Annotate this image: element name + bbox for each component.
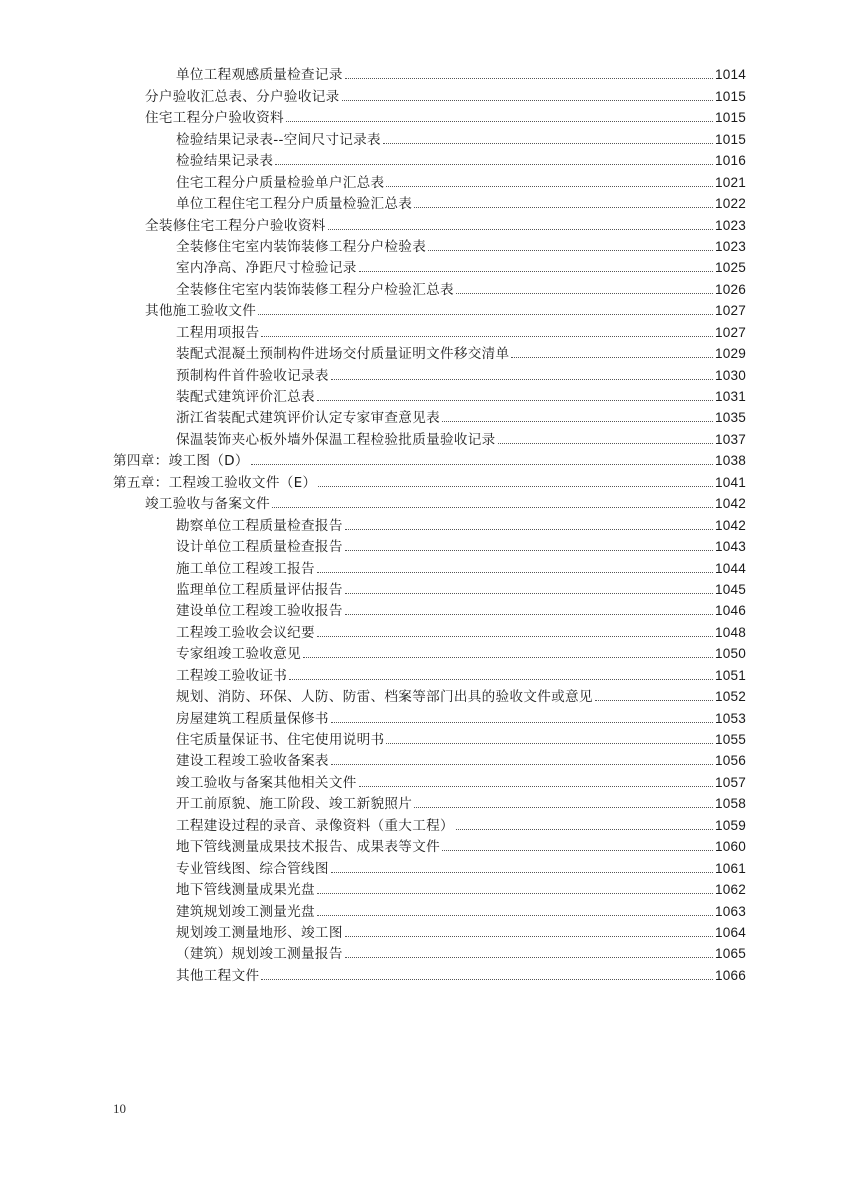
toc-entry-page-number: 1048 bbox=[714, 624, 746, 640]
toc-dot-leader bbox=[286, 121, 713, 122]
toc-entry-title: 室内净高、净距尺寸检验记录 bbox=[176, 260, 357, 277]
toc-entry-title: 勘察单位工程质量检查报告 bbox=[176, 517, 343, 534]
toc-dot-leader bbox=[303, 657, 713, 658]
toc-entry[interactable] bbox=[0, 299, 857, 320]
toc-entry-title: 其他施工验收文件 bbox=[145, 303, 257, 320]
toc-entry-page-number: 1023 bbox=[714, 238, 746, 254]
toc-entry[interactable] bbox=[0, 470, 857, 491]
toc-entry-title: （建筑）规划竣工测量报告 bbox=[176, 946, 343, 963]
toc-entry[interactable] bbox=[0, 277, 857, 298]
toc-entry[interactable] bbox=[0, 921, 857, 942]
toc-entry-page-number: 1063 bbox=[714, 903, 746, 919]
toc-entry[interactable] bbox=[0, 899, 857, 920]
toc-entry[interactable] bbox=[0, 363, 857, 384]
toc-entry-page-number: 1016 bbox=[714, 153, 746, 169]
toc-entry-page-number: 1059 bbox=[714, 817, 746, 833]
toc-entry-page-number: 1022 bbox=[714, 196, 746, 212]
toc-dot-leader bbox=[456, 829, 713, 830]
toc-entry-title: 分户验收汇总表、分户验收记录 bbox=[145, 88, 340, 105]
toc-entry[interactable] bbox=[0, 728, 857, 749]
toc-entry[interactable] bbox=[0, 63, 857, 84]
toc-entry-title: 竣工验收与备案其他相关文件 bbox=[176, 774, 357, 791]
toc-entry[interactable] bbox=[0, 878, 857, 899]
toc-entry-title: 设计单位工程质量检查报告 bbox=[176, 539, 343, 556]
toc-entry-page-number: 1050 bbox=[714, 646, 746, 662]
toc-entry-page-number: 1026 bbox=[714, 281, 746, 297]
toc-entry-page-number: 1042 bbox=[714, 517, 746, 533]
toc-entry-page-number: 1021 bbox=[714, 174, 746, 190]
toc-dot-leader bbox=[345, 614, 713, 615]
toc-entry[interactable] bbox=[0, 578, 857, 599]
toc-dot-leader bbox=[328, 229, 713, 230]
toc-entry-title: 住宅工程分户验收资料 bbox=[145, 110, 284, 127]
toc-entry[interactable] bbox=[0, 235, 857, 256]
toc-entry[interactable] bbox=[0, 406, 857, 427]
toc-dot-leader bbox=[386, 186, 713, 187]
toc-entry-title: 建设工程竣工验收备案表 bbox=[176, 753, 329, 770]
toc-entry-title: 住宅质量保证书、住宅使用说明书 bbox=[176, 732, 385, 748]
toc-entry[interactable] bbox=[0, 342, 857, 363]
toc-entry-title: 监理单位工程质量评估报告 bbox=[176, 581, 343, 598]
toc-entry[interactable] bbox=[0, 449, 857, 470]
toc-entry-page-number: 1060 bbox=[714, 839, 746, 855]
toc-entry-page-number: 1037 bbox=[714, 431, 746, 447]
toc-entry-page-number: 1055 bbox=[714, 732, 746, 747]
toc-dot-leader bbox=[331, 379, 713, 380]
toc-entry-page-number: 1029 bbox=[714, 346, 746, 362]
toc-entry-title: 其他工程文件 bbox=[176, 967, 260, 984]
toc-dot-leader bbox=[345, 550, 713, 551]
toc-entry[interactable] bbox=[0, 320, 857, 341]
toc-entry-page-number: 1030 bbox=[714, 367, 746, 383]
toc-entry[interactable] bbox=[0, 149, 857, 170]
page-number: 10 bbox=[113, 1101, 126, 1116]
toc-dot-leader bbox=[359, 786, 713, 787]
toc-dot-leader bbox=[345, 936, 713, 937]
toc-entry-title: 单位工程住宅工程分户质量检验汇总表 bbox=[176, 196, 413, 213]
toc-entry-title: 地下管线测量成果技术报告、成果表等文件 bbox=[176, 839, 440, 856]
toc-entry-page-number: 1065 bbox=[714, 946, 746, 962]
toc-entry[interactable] bbox=[0, 170, 857, 191]
toc-entry-title: 第五章：工程竣工验收文件（E） bbox=[113, 474, 317, 491]
toc-dot-leader bbox=[318, 486, 713, 487]
toc-entry-title: 房屋建筑工程质量保修书 bbox=[176, 710, 329, 727]
toc-entry-page-number: 1023 bbox=[714, 217, 746, 233]
toc-entry[interactable] bbox=[0, 427, 857, 448]
toc-entry-page-number: 1041 bbox=[714, 474, 746, 490]
toc-dot-leader bbox=[345, 593, 713, 594]
toc-entry[interactable] bbox=[0, 106, 857, 127]
toc-entry[interactable] bbox=[0, 963, 857, 984]
toc-entry-page-number: 1062 bbox=[714, 882, 746, 898]
toc-entry-page-number: 1064 bbox=[714, 924, 746, 940]
toc-entry-title: 检验结果记录表--空间尺寸记录表 bbox=[176, 131, 381, 148]
toc-entry-page-number: 1051 bbox=[714, 667, 746, 683]
toc-entry-title: 规划、消防、环保、人防、防雷、档案等部门出具的验收文件或意见 bbox=[176, 689, 593, 706]
toc-entry-title: 开工前原貌、施工阶段、竣工新貌照片 bbox=[176, 796, 413, 813]
toc-entry[interactable] bbox=[0, 599, 857, 620]
toc-entry-page-number: 1014 bbox=[714, 67, 746, 83]
toc-dot-leader bbox=[414, 207, 713, 208]
toc-entry-title: 工程竣工验收证书 bbox=[176, 667, 288, 684]
toc-entry-page-number: 1015 bbox=[714, 131, 746, 147]
toc-dot-leader bbox=[289, 679, 713, 680]
toc-entry-title: 住宅工程分户质量检验单户汇总表 bbox=[176, 174, 385, 191]
toc-dot-leader bbox=[498, 443, 713, 444]
toc-dot-leader bbox=[359, 271, 713, 272]
toc-entry-title: 竣工验收与备案文件 bbox=[145, 496, 271, 513]
toc-dot-leader bbox=[317, 915, 713, 916]
toc-entry-title: 装配式建筑评价汇总表 bbox=[176, 389, 315, 405]
toc-dot-leader bbox=[511, 357, 713, 358]
toc-entry-page-number: 1027 bbox=[714, 303, 746, 319]
toc-dot-leader bbox=[442, 421, 713, 422]
toc-dot-leader bbox=[317, 572, 713, 573]
toc-entry-page-number: 1025 bbox=[714, 260, 746, 276]
toc-dot-leader bbox=[342, 100, 713, 101]
toc-entry-title: 规划竣工测量地形、竣工图 bbox=[176, 924, 343, 941]
toc-entry-page-number: 1015 bbox=[714, 110, 746, 126]
toc-dot-leader bbox=[456, 293, 713, 294]
toc-dot-leader bbox=[317, 400, 713, 401]
toc-entry-page-number: 1052 bbox=[714, 689, 746, 705]
toc-entry-title: 浙江省装配式建筑评价认定专家审查意见表 bbox=[176, 410, 440, 427]
toc-dot-leader bbox=[331, 872, 713, 873]
toc-dot-leader bbox=[317, 636, 713, 637]
toc-entry-title: 检验结果记录表 bbox=[176, 153, 274, 170]
toc-entry-page-number: 1044 bbox=[714, 560, 746, 576]
toc-entry-page-number: 1043 bbox=[714, 539, 746, 555]
toc-entry[interactable] bbox=[0, 256, 857, 277]
toc-entry[interactable] bbox=[0, 84, 857, 105]
toc-entry-title: 建设单位工程竣工验收报告 bbox=[176, 603, 343, 620]
toc-entry-title: 工程竣工验收会议纪要 bbox=[176, 624, 315, 641]
toc-entry[interactable] bbox=[0, 127, 857, 148]
toc-entry-page-number: 1042 bbox=[714, 496, 746, 512]
toc-dot-leader bbox=[317, 893, 713, 894]
toc-entry[interactable] bbox=[0, 513, 857, 534]
toc-entry-title: 地下管线测量成果光盘 bbox=[176, 882, 315, 899]
toc-entry[interactable] bbox=[0, 192, 857, 213]
toc-entry-title: 单位工程观感质量检查记录 bbox=[176, 67, 343, 84]
toc-dot-leader bbox=[442, 850, 713, 851]
toc-dot-leader bbox=[345, 529, 713, 530]
toc-entry-page-number: 1066 bbox=[714, 967, 746, 983]
toc-dot-leader bbox=[251, 464, 713, 465]
toc-dot-leader bbox=[428, 250, 713, 251]
toc-dot-leader bbox=[275, 164, 713, 165]
toc-entry-title: 第四章：竣工图（D） bbox=[113, 453, 249, 470]
toc-entry[interactable] bbox=[0, 620, 857, 641]
toc-entry-title: 预制构件首件验收记录表 bbox=[176, 367, 329, 384]
toc-entry[interactable] bbox=[0, 706, 857, 727]
toc-dot-leader bbox=[261, 336, 713, 337]
toc-dot-leader bbox=[414, 807, 713, 808]
toc-entry[interactable] bbox=[0, 792, 857, 813]
toc-dot-leader bbox=[331, 722, 713, 723]
table-of-contents bbox=[0, 63, 857, 985]
toc-dot-leader bbox=[261, 979, 713, 980]
toc-entry[interactable] bbox=[0, 213, 857, 234]
toc-entry-page-number: 1057 bbox=[714, 774, 746, 790]
toc-entry-page-number: 1038 bbox=[714, 453, 746, 469]
toc-entry[interactable] bbox=[0, 685, 857, 706]
toc-entry-page-number: 1045 bbox=[714, 581, 746, 597]
toc-entry-title: 施工单位工程竣工报告 bbox=[176, 560, 315, 577]
toc-entry-title: 全装修住宅工程分户验收资料 bbox=[145, 217, 326, 234]
toc-dot-leader bbox=[345, 957, 713, 958]
toc-dot-leader bbox=[383, 143, 713, 144]
toc-entry-title: 建筑规划竣工测量光盘 bbox=[176, 903, 315, 920]
toc-entry-title: 工程用项报告 bbox=[176, 324, 260, 341]
toc-entry[interactable] bbox=[0, 856, 857, 877]
toc-dot-leader bbox=[595, 700, 713, 701]
toc-entry-page-number: 1027 bbox=[714, 324, 746, 340]
toc-entry[interactable] bbox=[0, 813, 857, 834]
toc-entry-page-number: 1046 bbox=[714, 603, 746, 619]
toc-entry-title: 专家组竣工验收意见 bbox=[176, 646, 302, 663]
toc-dot-leader bbox=[345, 78, 713, 79]
toc-entry-title: 工程建设过程的录音、录像资料（重大工程） bbox=[176, 817, 454, 834]
toc-entry[interactable] bbox=[0, 770, 857, 791]
toc-entry-title: 专业管线图、综合管线图 bbox=[176, 860, 329, 877]
toc-entry[interactable] bbox=[0, 835, 857, 856]
toc-entry-page-number: 1058 bbox=[714, 796, 746, 812]
toc-dot-leader bbox=[386, 743, 713, 744]
toc-entry[interactable] bbox=[0, 492, 857, 513]
toc-entry-title: 全装修住宅室内装饰装修工程分户检验表 bbox=[176, 238, 427, 255]
toc-entry-page-number: 1053 bbox=[714, 710, 746, 726]
toc-entry[interactable] bbox=[0, 642, 857, 663]
toc-entry[interactable] bbox=[0, 749, 857, 770]
toc-entry-page-number: 1061 bbox=[714, 860, 746, 876]
toc-dot-leader bbox=[258, 314, 713, 315]
toc-entry[interactable] bbox=[0, 385, 857, 406]
toc-entry-page-number: 1031 bbox=[714, 389, 746, 404]
toc-entry-title: 装配式混凝土预制构件进场交付质量证明文件移交清单 bbox=[176, 346, 510, 363]
toc-entry-page-number: 1056 bbox=[714, 753, 746, 769]
toc-dot-leader bbox=[272, 507, 713, 508]
toc-entry[interactable] bbox=[0, 535, 857, 556]
toc-entry[interactable] bbox=[0, 942, 857, 963]
toc-entry-page-number: 1035 bbox=[714, 410, 746, 426]
toc-dot-leader bbox=[331, 764, 713, 765]
toc-entry[interactable] bbox=[0, 663, 857, 684]
toc-entry-title: 全装修住宅室内装饰装修工程分户检验汇总表 bbox=[176, 281, 454, 298]
toc-entry[interactable] bbox=[0, 556, 857, 577]
toc-entry-title: 保温装饰夹心板外墙外保温工程检验批质量验收记录 bbox=[176, 431, 496, 448]
toc-entry-page-number: 1015 bbox=[714, 88, 746, 104]
